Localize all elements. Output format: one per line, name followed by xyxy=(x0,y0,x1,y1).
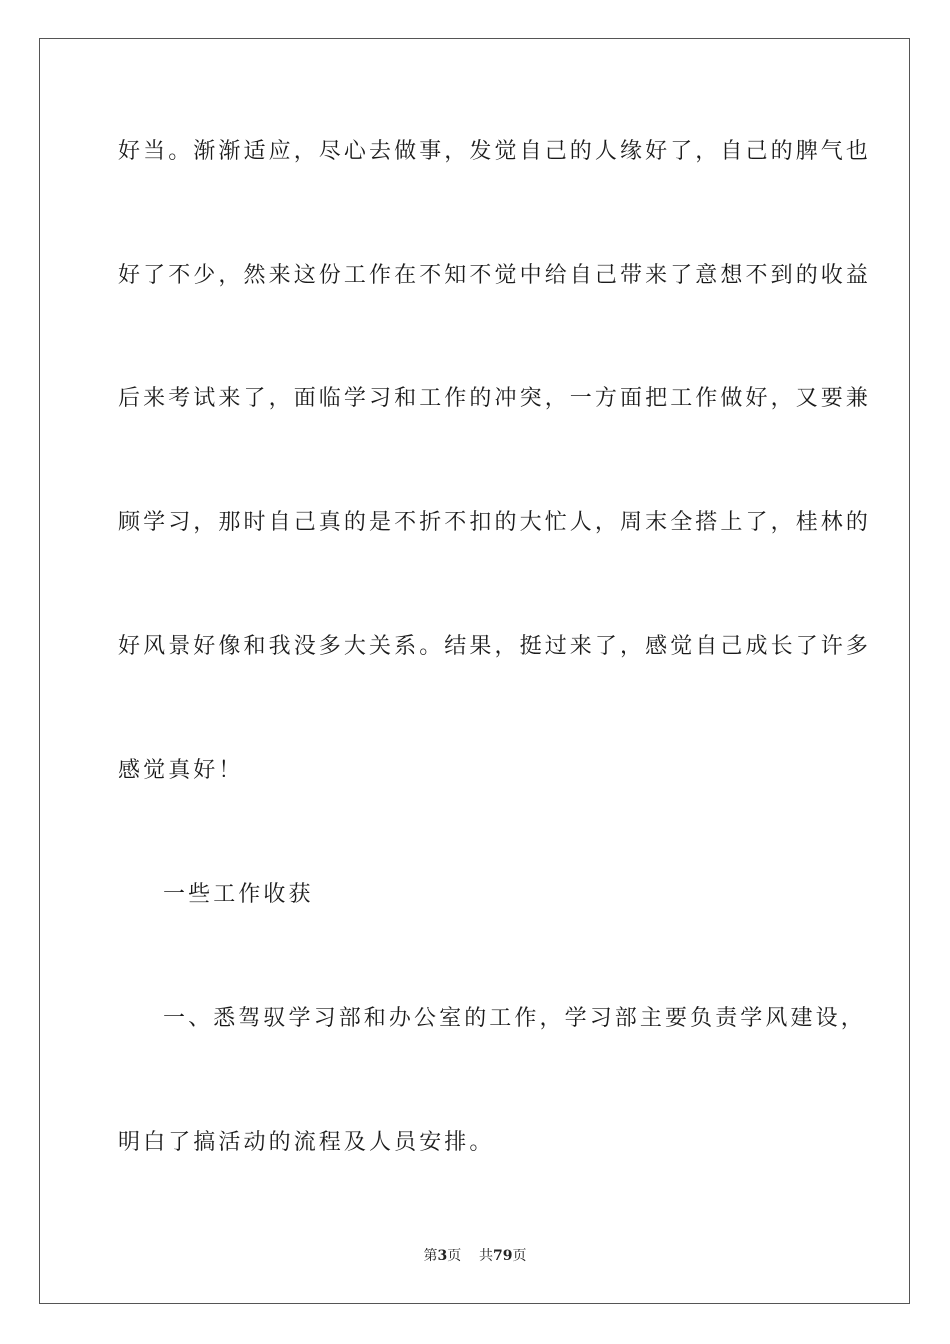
page-border xyxy=(39,38,910,1304)
paragraph-line-8: 一、悉驾驭学习部和办公室的工作，学习部主要负责学风建设， xyxy=(163,1006,866,1031)
page-footer xyxy=(0,1247,950,1265)
page-number: 3 xyxy=(437,1248,448,1264)
page-suffix: 页 xyxy=(447,1248,462,1264)
page-prefix: 第 xyxy=(423,1248,438,1264)
paragraph-line-9: 明白了搞活动的流程及人员安排。 xyxy=(118,1130,495,1155)
paragraph-line-3: 后来考试来了，面临学习和工作的冲突，一方面把工作做好，又要兼 xyxy=(118,386,872,411)
paragraph-line-1: 好当。渐渐适应，尽心去做事，发觉自己的人缘好了，自己的脾气也 xyxy=(118,139,872,164)
total-suffix: 页 xyxy=(512,1248,527,1264)
section-heading: 一些工作收获 xyxy=(163,882,314,907)
total-prefix: 共 xyxy=(479,1248,494,1264)
total-pages: 79 xyxy=(493,1248,513,1264)
paragraph-line-4: 顾学习，那时自己真的是不折不扣的大忙人，周末全搭上了，桂林的 xyxy=(118,510,872,535)
paragraph-line-2: 好了不少，然来这份工作在不知不觉中给自己带来了意想不到的收益 xyxy=(118,263,872,288)
paragraph-line-5: 好风景好像和我没多大关系。结果，挺过来了，感觉自己成长了许多 xyxy=(118,634,872,659)
paragraph-line-6: 感觉真好！ xyxy=(118,758,244,783)
